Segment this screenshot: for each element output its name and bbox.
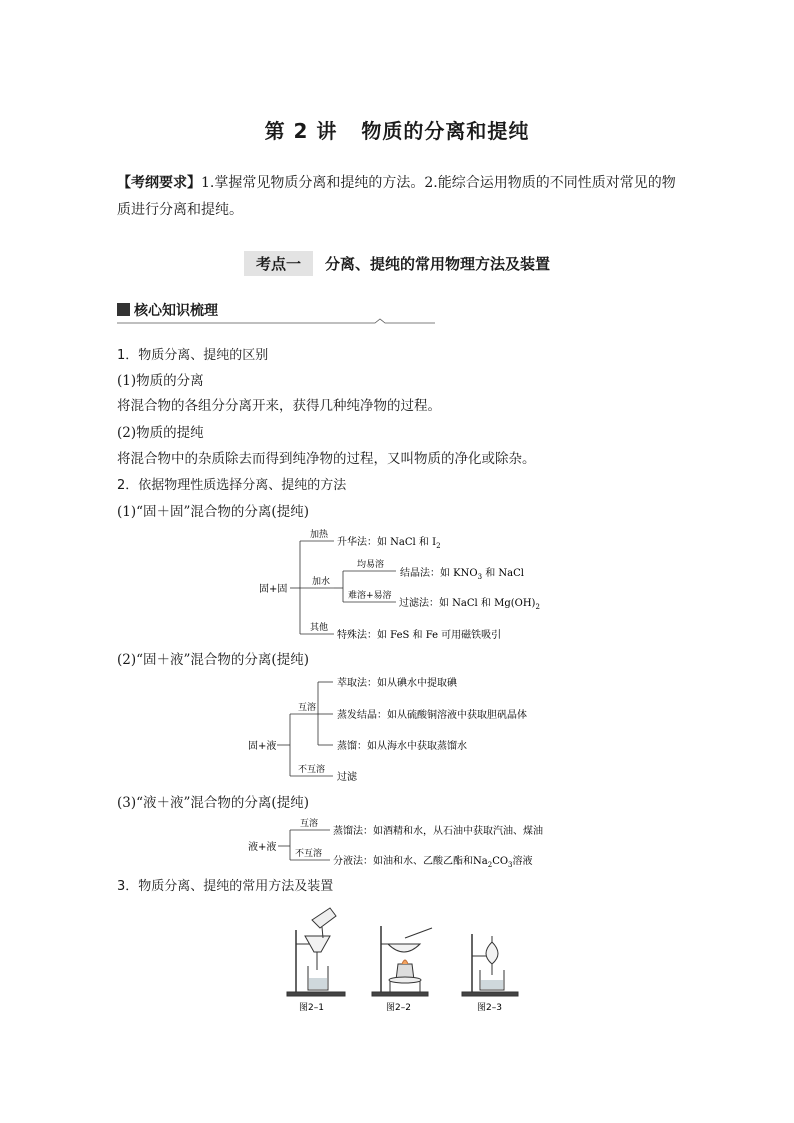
point-1a: (1)物质的分离 — [117, 373, 204, 389]
d1-other: 其他 — [310, 623, 329, 633]
d1-mixed: 难溶+易溶 — [348, 591, 392, 601]
lecture-name: 物质的分离和提纯 — [361, 119, 530, 143]
point-1b-text: 将混合物中的杂质除去而得到纯净物的过程，又叫物质的净化或除杂。 — [117, 451, 536, 467]
d2-miscible: 互溶 — [298, 703, 317, 713]
d2-evaporate: 蒸发结晶：如从硫酸铜溶液中获取胆矾晶体 — [337, 710, 527, 721]
section-title: 核心知识梳理 — [134, 303, 218, 319]
d2-extract: 萃取法：如从碘水中提取碘 — [337, 678, 457, 689]
filtration-apparatus — [287, 908, 345, 996]
d3-miscible: 互溶 — [300, 819, 319, 829]
point-2: 2．依据物理性质选择分离、提纯的方法 — [117, 478, 347, 493]
point-2b: (2)“固＋液”混合物的分离(提纯) — [117, 652, 309, 668]
requirements-label: 【考纲要求】 — [117, 175, 201, 191]
d3-distill: 蒸馏法：如酒精和水，从石油中获取汽油、煤油 — [333, 826, 543, 837]
requirements-text: 1.掌握常见物质分离和提纯的方法。2.能综合运用物质的不同性质对常见的物质进行分离和提纯。 — [117, 175, 676, 218]
d2-immiscible: 不互溶 — [298, 765, 326, 775]
d1-special: 特殊法：如 FeS 和 Fe 可用磁铁吸引 — [337, 630, 502, 641]
d1-heat: 加热 — [310, 530, 329, 540]
point-1b: (2)物质的提纯 — [117, 425, 204, 441]
figure-2-3-label: 图2–3 — [477, 1003, 502, 1013]
figure-2-2-label: 图2–2 — [386, 1003, 411, 1013]
kaodian-title: 分离、提纯的常用物理方法及装置 — [325, 255, 551, 273]
separatory-funnel-apparatus — [462, 934, 518, 996]
d1-root: 固+固 — [259, 584, 288, 595]
d1-soluble: 均易溶 — [357, 560, 385, 570]
figure-2-1-label: 图2–1 — [299, 1003, 324, 1013]
point-2a: (1)“固＋固”混合物的分离(提纯) — [117, 504, 309, 520]
d2-distill: 蒸馏：如从海水中获取蒸馏水 — [337, 741, 467, 752]
d3-immiscible: 不互溶 — [295, 849, 323, 859]
point-2c: (3)“液＋液”混合物的分离(提纯) — [117, 795, 309, 811]
point-3: 3．物质分离、提纯的常用方法及装置 — [117, 879, 334, 894]
d2-root: 固+液 — [248, 741, 277, 752]
d3-separate: 分液法：如油和水、乙酸乙酯和$Na_2CO_3$溶液 — [333, 856, 533, 869]
point-1: 1．物质分离、提纯的区别 — [117, 348, 269, 363]
d3-root: 液+液 — [248, 842, 277, 853]
d1-water: 加水 — [312, 577, 331, 587]
evaporation-apparatus — [372, 926, 432, 996]
lecture-number: 第 2 讲 — [264, 119, 338, 143]
d1-filter: 过滤法：如 NaCl 和 $Mg(OH)_2$ — [399, 598, 540, 611]
point-1a-text: 将混合物的各组分分离开来，获得几种纯净物的过程。 — [117, 398, 441, 414]
d1-sublimation: 升华法：如 NaCl 和 $I_2$ — [337, 537, 441, 550]
d1-crystal: 结晶法：如 $KNO_3$ 和 NaCl — [400, 568, 524, 581]
d2-filtration: 过滤 — [337, 772, 357, 783]
kaodian-tag: 考点一 — [244, 251, 313, 276]
